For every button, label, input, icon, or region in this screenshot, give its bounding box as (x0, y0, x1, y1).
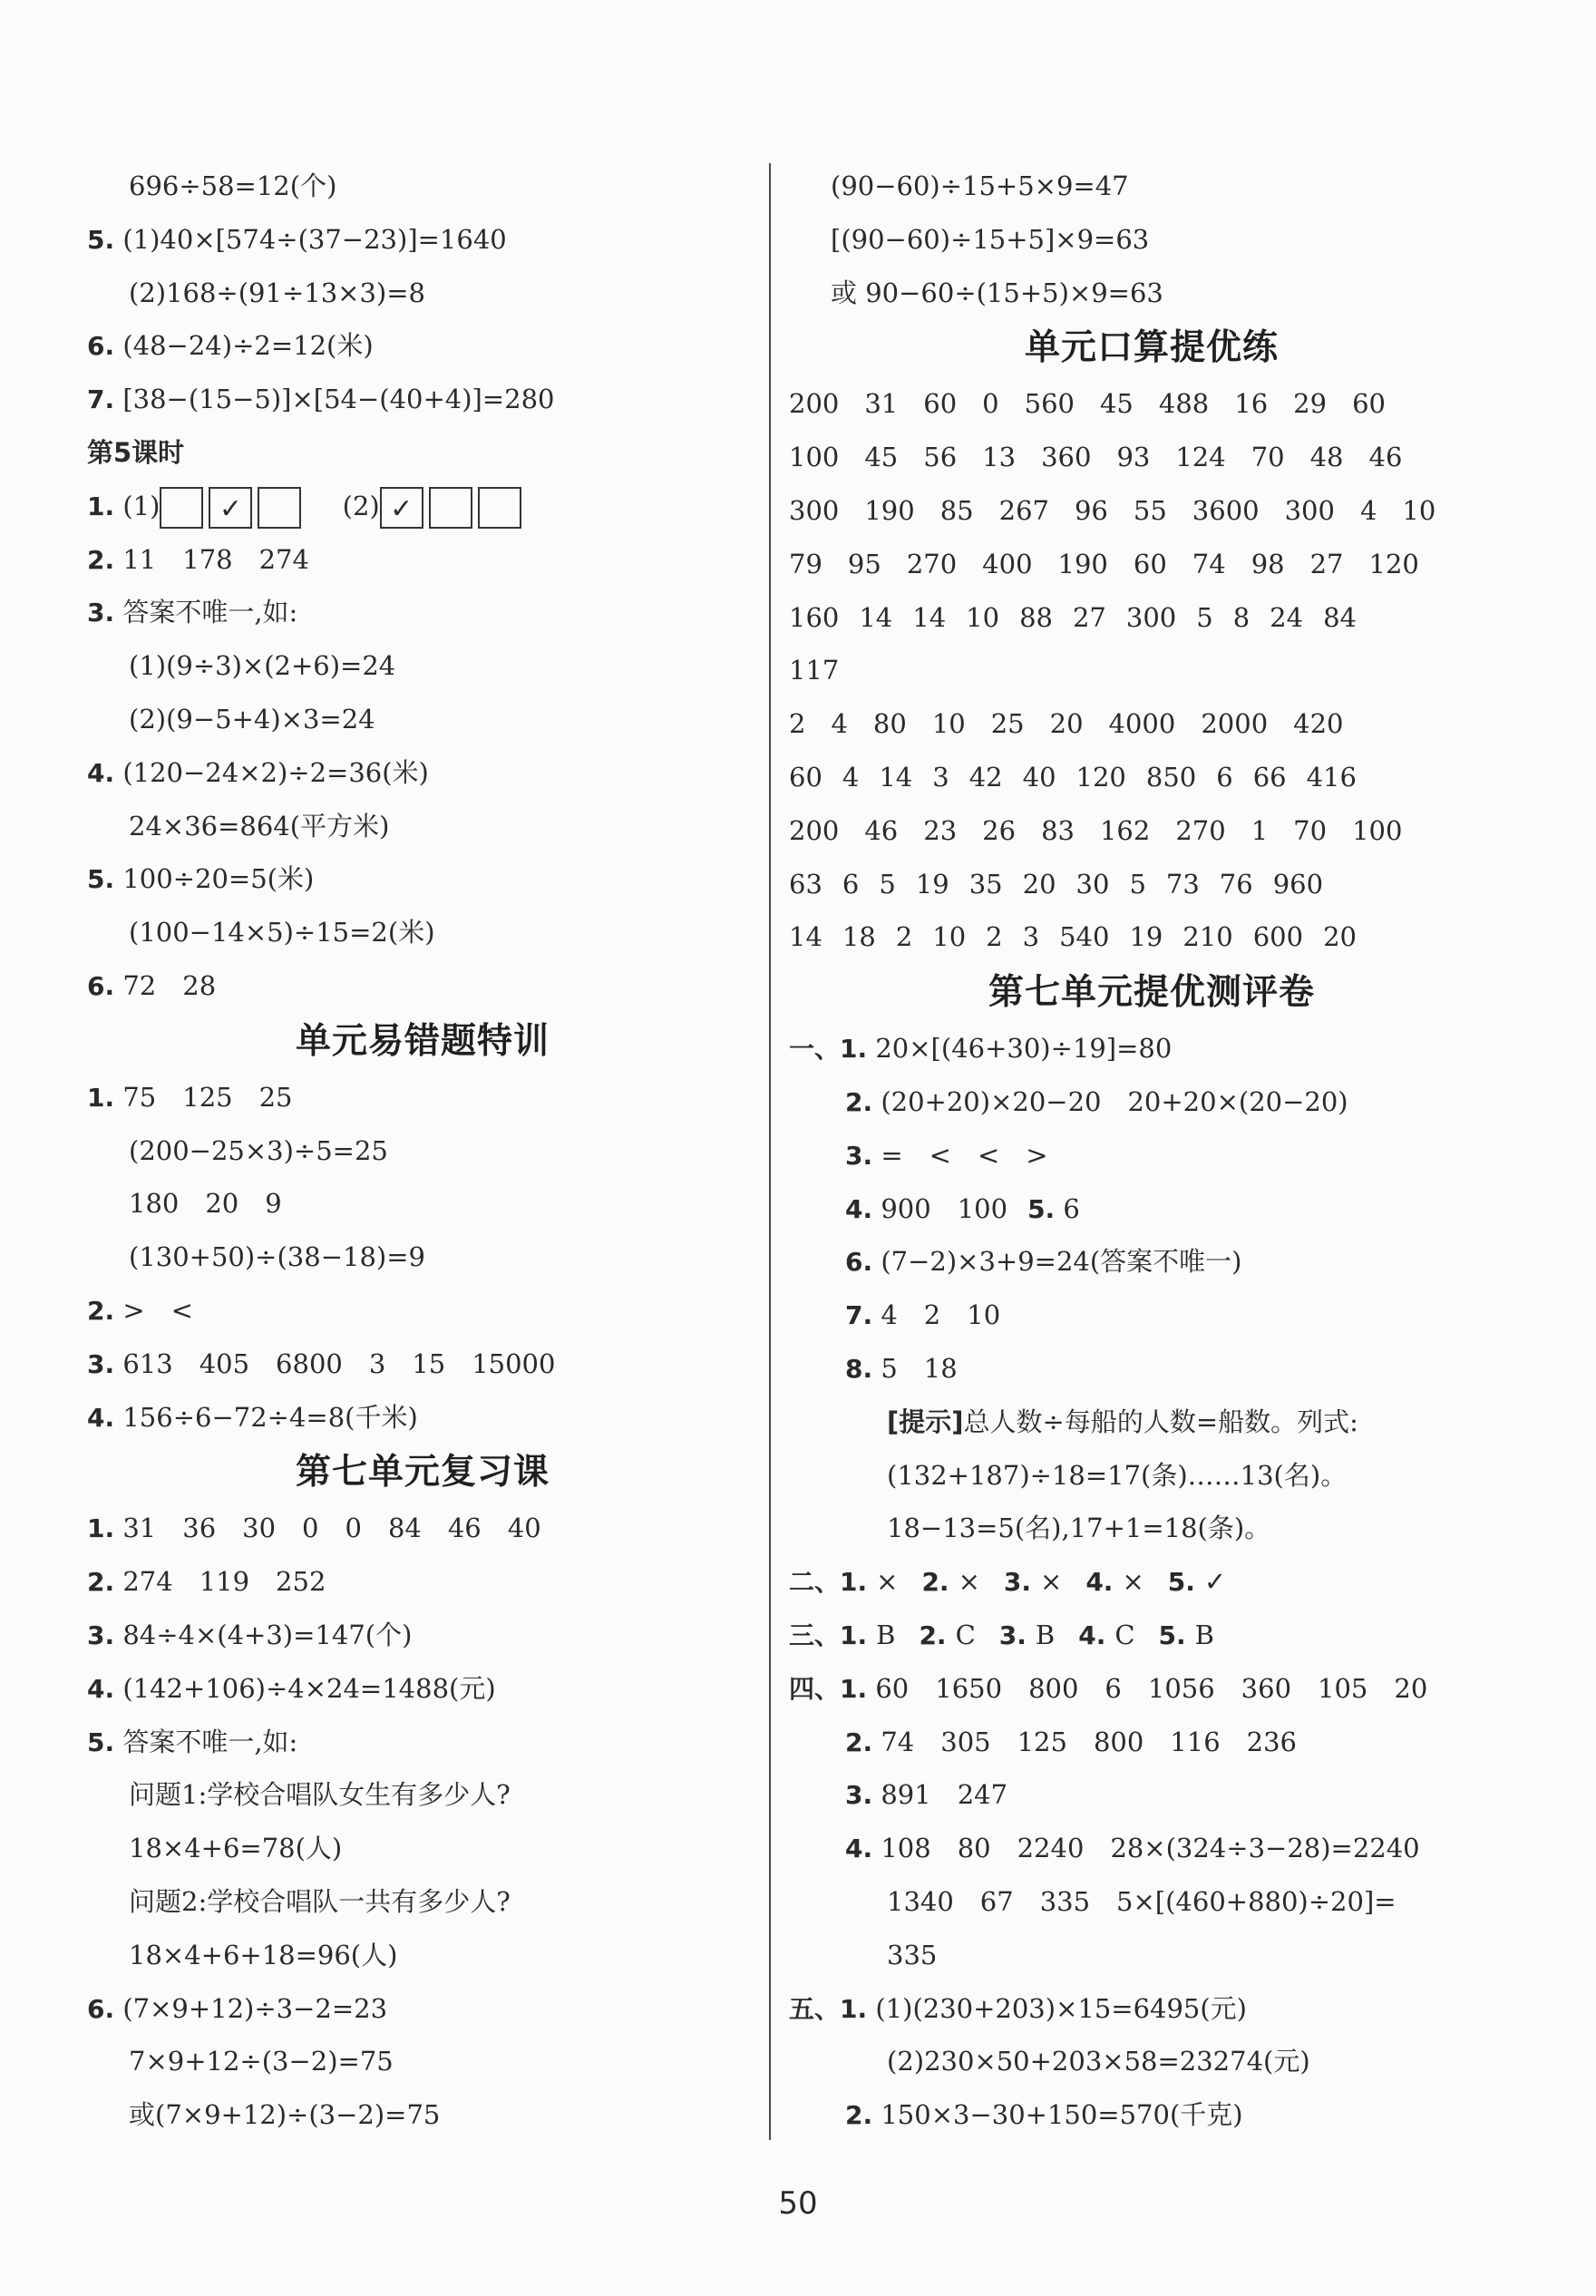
answer-line: [(90−60)÷15+5]×9=63 (831, 223, 1150, 255)
oral-answer: 66 (1252, 761, 1287, 793)
item-answer: × (876, 1566, 899, 1598)
answer-line: (90−60)÷15+5×9=47 (831, 170, 1129, 201)
hint-line: [提示]总人数÷每船的人数=船数。列式: (887, 1406, 1358, 1437)
oral-arithmetic-grid (789, 377, 1514, 964)
oral-answer: 55 (1133, 494, 1167, 526)
section-heading-review: 第七单元复习课 (295, 1452, 550, 1493)
oral-answer: 14 (859, 601, 893, 633)
oral-answer: 14 (789, 921, 822, 953)
oral-answer: 95 (847, 548, 881, 579)
answer-box (160, 487, 203, 529)
oral-answer: 60 (1133, 548, 1167, 579)
item-answer: B (1194, 1619, 1214, 1650)
review-question-5: 5. 答案不唯一,如: (87, 1726, 298, 1757)
oral-answer: 14 (879, 761, 913, 793)
oral-answer: 20 (1022, 868, 1056, 900)
answer-line: (200−25×3)÷5=25 (129, 1134, 388, 1166)
oral-answer: 420 (1293, 708, 1344, 740)
item-answer: C (1114, 1619, 1135, 1650)
oral-answer: 2 (895, 921, 913, 953)
oral-answer: 400 (982, 548, 1033, 579)
answer-line: 问题2:学校合唱队一共有多少人? (129, 1885, 511, 1917)
item-number: 4. (1085, 1567, 1114, 1598)
oral-answer: 93 (1116, 442, 1151, 473)
answer-box (478, 487, 521, 529)
oral-answer: 76 (1219, 868, 1253, 900)
part1-question-1: 一、1. 20×[(46+30)÷19]=80 (789, 1033, 1173, 1065)
answer-line: 18×4+6+18=96(人) (129, 1939, 398, 1970)
item-answer: × (1040, 1566, 1063, 1598)
oral-answer: 2 (789, 708, 806, 740)
oral-answer: 96 (1074, 494, 1108, 526)
answer-box (429, 487, 472, 529)
oral-answer: 29 (1293, 388, 1328, 420)
oral-answer: 360 (1041, 442, 1092, 473)
oral-answer: 100 (1352, 814, 1403, 846)
part5-question-2: 2. 150×3−30+150=570(千克) (845, 2099, 1243, 2131)
oral-answer: 16 (1234, 388, 1269, 420)
oral-answer: 48 (1309, 442, 1344, 473)
oral-answer: 45 (864, 442, 899, 473)
oral-answer: 20 (1323, 921, 1357, 953)
answer-line: 问题1:学校合唱队女生有多少人? (129, 1779, 511, 1811)
oral-answer: 45 (1099, 388, 1134, 420)
oral-answer: 70 (1251, 442, 1285, 473)
part1-question-6: 6. (7−2)×3+9=24(答案不唯一) (845, 1246, 1242, 1278)
review-question-4: 4. (142+106)÷4×24=1488(元) (87, 1672, 496, 1704)
answer-box-checked: ✓ (209, 487, 252, 529)
oral-answer: 270 (1175, 814, 1226, 846)
right-column (789, 160, 1514, 2142)
oral-row (789, 431, 1514, 484)
oral-answer: 60 (789, 761, 822, 793)
hint-line: (132+187)÷18=17(条)……13(名)。 (887, 1459, 1348, 1491)
oral-answer: 19 (1129, 921, 1163, 953)
oral-answer: 190 (1057, 548, 1108, 579)
oral-answer: 2 (986, 921, 1003, 953)
answer-line: (2)(9−5+4)×3=24 (129, 703, 375, 735)
oral-answer: 300 (789, 494, 840, 526)
oral-answer: 25 (990, 708, 1025, 740)
oral-answer: 2000 (1201, 708, 1269, 740)
oral-answer: 73 (1165, 868, 1200, 900)
oral-answer: 4 (842, 761, 860, 793)
oral-answer: 416 (1306, 761, 1357, 793)
oral-answer: 10 (931, 708, 966, 740)
lesson5-question-3: 3. 答案不唯一,如: (87, 597, 298, 628)
oral-answer: 3 (1022, 921, 1040, 953)
oral-answer: 300 (1125, 601, 1177, 633)
review-question-1: 1. 31 36 30 0 0 84 46 40 (87, 1513, 541, 1544)
oral-answer: 23 (923, 814, 958, 846)
oral-answer: 10 (966, 601, 1000, 633)
oral-answer: 270 (906, 548, 958, 579)
answer-line: (2)230×50+203×58=23274(元) (887, 2046, 1310, 2077)
section-heading-test: 第七单元提优测评卷 (988, 972, 1315, 1014)
item-answer: B (876, 1619, 896, 1650)
answer-line: (100−14×5)÷15=2(米) (129, 917, 435, 949)
item-number: 2. (921, 1567, 949, 1598)
question-6: 6. (48−24)÷2=12(米) (87, 330, 374, 362)
oral-answer: 88 (1019, 601, 1053, 633)
oral-answer: 13 (982, 442, 1017, 473)
oral-answer: 83 (1041, 814, 1075, 846)
oral-answer: 3 (932, 761, 949, 793)
oral-answer: 850 (1145, 761, 1197, 793)
review-question-2: 2. 274 119 252 (87, 1566, 326, 1598)
oral-answer: 120 (1368, 548, 1419, 579)
oral-answer: 46 (864, 814, 899, 846)
oral-answer: 0 (982, 388, 999, 420)
oral-answer: 27 (1309, 548, 1344, 579)
part1-question-4-5: 4. 900 100 5. 6 (845, 1192, 1080, 1224)
lesson5-question-6: 6. 72 28 (87, 969, 217, 1001)
page-number: 50 (778, 2185, 818, 2222)
part1-question-2: 2. (20+20)×20−20 20+20×(20−20) (845, 1085, 1348, 1117)
section-heading-errors: 单元易错题特训 (295, 1020, 550, 1062)
answer-line: 7×9+12÷(3−2)=75 (129, 2046, 394, 2077)
part4-question-3: 3. 891 247 (845, 1779, 1008, 1811)
item-number: 5. (1167, 1567, 1195, 1598)
answer-line: 180 20 9 (129, 1188, 282, 1220)
lesson5-question-1: 1. (1) ✓ (2) ✓ (87, 480, 758, 533)
part1-question-7: 7. 4 2 10 (845, 1299, 1001, 1331)
errors-question-3: 3. 613 405 6800 3 15 15000 (87, 1347, 556, 1379)
lesson-5-title: 第5课时 (87, 436, 185, 468)
review-question-6: 6. (7×9+12)÷3−2=23 (87, 1992, 388, 2024)
item-answer: ✓ (1203, 1566, 1227, 1598)
oral-answer: 600 (1252, 921, 1304, 953)
oral-answer: 80 (872, 708, 907, 740)
oral-answer: 10 (1402, 494, 1436, 526)
oral-answer: 200 (789, 388, 840, 420)
oral-row (789, 910, 1514, 964)
item-answer: B (1035, 1619, 1056, 1650)
oral-answer: 190 (864, 494, 915, 526)
errors-question-1: 1. 75 125 25 (87, 1081, 293, 1113)
oral-answer: 160 (789, 601, 840, 633)
oral-answer: 98 (1251, 548, 1285, 579)
oral-row (789, 751, 1514, 804)
lesson5-question-4: 4. (120−24×2)÷2=36(米) (87, 756, 429, 788)
oral-answer: 210 (1182, 921, 1233, 953)
oral-answer: 5 (1129, 868, 1146, 900)
answer-box-checked: ✓ (380, 487, 423, 529)
oral-answer: 100 (789, 442, 840, 473)
answer-line: (130+50)÷(38−18)=9 (129, 1241, 425, 1273)
oral-answer: 60 (1352, 388, 1386, 420)
oral-answer: 10 (932, 921, 967, 953)
section-heading-oral: 单元口算提优练 (1024, 327, 1279, 369)
answer-line: 696÷58=12(个) (129, 170, 337, 201)
oral-answer: 40 (1022, 761, 1056, 793)
part1-question-8: 8. 5 18 (845, 1352, 958, 1384)
item-number: 4. (1078, 1620, 1106, 1650)
answer-line: (1)(9÷3)×(2+6)=24 (129, 650, 396, 682)
oral-answer: 8 (1232, 601, 1251, 633)
oral-row (789, 538, 1514, 591)
column-divider (769, 163, 771, 2140)
part4-question-4: 4. 108 80 2240 28×(324÷3−28)=2240 (845, 1833, 1420, 1864)
answer-line: 或 90−60÷(15+5)×9=63 (831, 277, 1163, 308)
oral-answer: 26 (982, 814, 1017, 846)
oral-answer: 117 (789, 655, 840, 686)
answer-line: 或(7×9+12)÷(3−2)=75 (129, 2099, 441, 2131)
oral-answer: 35 (968, 868, 1003, 900)
oral-answer: 124 (1175, 442, 1226, 473)
errors-question-2: 2. > < (87, 1294, 193, 1326)
part4-question-2: 2. 74 305 125 800 116 236 (845, 1726, 1298, 1757)
oral-answer: 60 (923, 388, 958, 420)
oral-answer: 30 (1075, 868, 1110, 900)
oral-row (789, 591, 1514, 645)
oral-answer: 488 (1158, 388, 1210, 420)
oral-answer: 4 (831, 708, 848, 740)
item-answer: C (955, 1619, 976, 1650)
answer-line: (2)168÷(91÷13×3)=8 (129, 277, 425, 308)
oral-answer: 42 (968, 761, 1003, 793)
answer-line: 335 (887, 1939, 938, 1970)
oral-answer: 5 (879, 868, 896, 900)
oral-answer: 1 (1251, 814, 1269, 846)
errors-question-4: 4. 156÷6−72÷4=8(千米) (87, 1401, 418, 1433)
oral-row (789, 644, 1514, 697)
left-column (87, 160, 758, 2142)
oral-answer: 200 (789, 814, 840, 846)
oral-row (789, 697, 1514, 751)
item-answer: × (958, 1566, 980, 1598)
oral-row (789, 858, 1514, 911)
answer-line: 18×4+6=78(人) (129, 1833, 343, 1864)
oral-answer: 46 (1368, 442, 1403, 473)
item-number: 1. (840, 1567, 868, 1598)
oral-answer: 56 (923, 442, 958, 473)
oral-answer: 5 (1196, 601, 1213, 633)
part5-question-1: 五、1. (1)(230+203)×15=6495(元) (789, 1992, 1247, 2024)
oral-answer: 162 (1099, 814, 1151, 846)
question-5: 5. (1)40×[574÷(37−23)]=1640 (87, 223, 507, 255)
lesson5-question-5: 5. 100÷20=5(米) (87, 863, 315, 895)
oral-answer: 4 (1359, 494, 1377, 526)
oral-answer: 3600 (1192, 494, 1260, 526)
oral-answer: 560 (1024, 388, 1075, 420)
oral-answer: 27 (1072, 601, 1106, 633)
oral-answer: 267 (998, 494, 1049, 526)
item-number: 3. (998, 1620, 1027, 1650)
oral-answer: 74 (1192, 548, 1226, 579)
oral-answer: 960 (1272, 868, 1324, 900)
oral-answer: 6 (842, 868, 860, 900)
answer-box (258, 487, 301, 529)
oral-answer: 14 (912, 601, 947, 633)
oral-answer: 540 (1059, 921, 1110, 953)
oral-answer: 84 (1323, 601, 1357, 633)
oral-answer: 300 (1284, 494, 1335, 526)
part3-answers: 三、1. B 2. C 3. B 4. C 5. B (789, 1619, 1214, 1650)
item-number: 3. (1003, 1567, 1032, 1598)
oral-answer: 18 (842, 921, 876, 953)
review-question-3: 3. 84÷4×(4+3)=147(个) (87, 1619, 413, 1650)
part1-question-3: 3. = < < > (845, 1139, 1048, 1171)
item-answer: × (1122, 1566, 1144, 1598)
oral-answer: 19 (915, 868, 949, 900)
item-number: 2. (919, 1620, 947, 1650)
oral-answer: 120 (1075, 761, 1126, 793)
oral-answer: 70 (1293, 814, 1328, 846)
oral-answer: 85 (939, 494, 974, 526)
part2-answers: 二、1. × 2. × 3. × 4. × 5. ✓ (789, 1566, 1227, 1598)
answer-line: 24×36=864(平方米) (129, 810, 390, 842)
oral-answer: 63 (789, 868, 822, 900)
oral-answer: 24 (1270, 601, 1304, 633)
oral-answer: 6 (1216, 761, 1233, 793)
item-number: 5. (1158, 1620, 1186, 1650)
oral-answer: 79 (789, 548, 822, 579)
oral-row (789, 804, 1514, 858)
oral-row (789, 484, 1514, 538)
oral-answer: 4000 (1108, 708, 1176, 740)
question-7: 7. [38−(15−5)]×[54−(40+4)]=280 (87, 384, 555, 415)
oral-row (789, 377, 1514, 431)
part4-question-1: 四、1. 60 1650 800 6 1056 360 105 20 (789, 1672, 1428, 1704)
item-number: 1. (840, 1620, 868, 1650)
oral-answer: 31 (864, 388, 899, 420)
lesson5-question-2: 2. 11 178 274 (87, 543, 309, 575)
hint-line: 18−13=5(名),17+1=18(条)。 (887, 1513, 1271, 1544)
oral-answer: 20 (1049, 708, 1084, 740)
answer-line: 1340 67 335 5×[(460+880)÷20]= (887, 1885, 1396, 1917)
